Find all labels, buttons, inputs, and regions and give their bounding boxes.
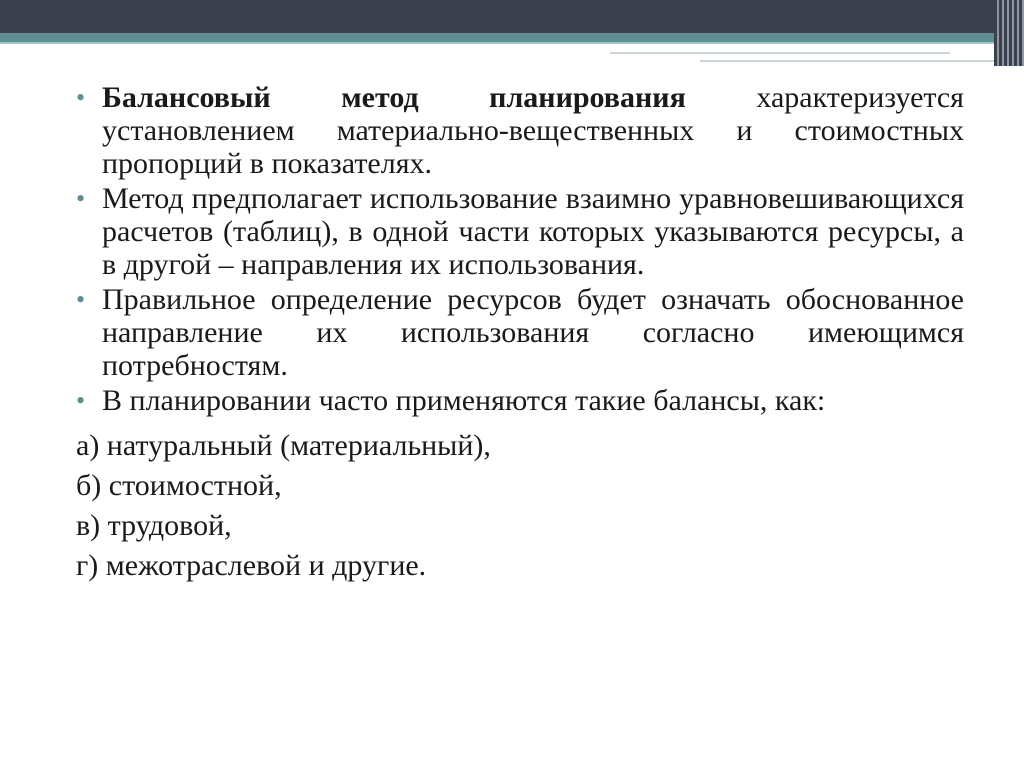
list-item: б) стоимостной, bbox=[76, 469, 282, 502]
list-item: г) межотраслевой и другие. bbox=[76, 549, 427, 582]
header-band bbox=[0, 0, 1024, 33]
slide-content bbox=[76, 81, 964, 581]
decor-line bbox=[610, 52, 950, 54]
bullet-item bbox=[76, 283, 964, 382]
list-item: в) трудовой, bbox=[76, 509, 232, 542]
bullet-item bbox=[76, 384, 964, 417]
bullet-text: В планировании часто применяются такие балансы, как: bbox=[102, 384, 826, 417]
bullet-icon: • bbox=[76, 83, 86, 112]
bullet-lead: Балансовый метод планирования bbox=[102, 81, 686, 114]
bullet-text: Метод предполагает использование взаимно уравновешивающихся расчетов (таблиц), в одной части которых указываются ресурсы, а в другой – направления их использования. bbox=[102, 182, 964, 281]
bullet-icon: • bbox=[76, 386, 86, 415]
balance-types-list bbox=[76, 431, 964, 581]
edge-stripes bbox=[994, 0, 1024, 66]
bullet-text: характеризуется установлением материально-вещественных и стоимостных пропорций в показателях. bbox=[102, 81, 964, 180]
list-item: а) натуральный (материальный), bbox=[76, 429, 491, 462]
decor-line bbox=[700, 60, 1000, 62]
bullet-icon: • bbox=[76, 184, 86, 213]
bullet-icon: • bbox=[76, 285, 86, 314]
accent-line-shadow bbox=[0, 42, 1024, 44]
bullet-text: Правильное определение ресурсов будет означать обоснованное направление их использования согласно имеющимся потребностям. bbox=[102, 283, 964, 382]
accent-line bbox=[0, 33, 1024, 42]
bullet-item bbox=[76, 182, 964, 281]
bullet-item bbox=[76, 81, 964, 180]
